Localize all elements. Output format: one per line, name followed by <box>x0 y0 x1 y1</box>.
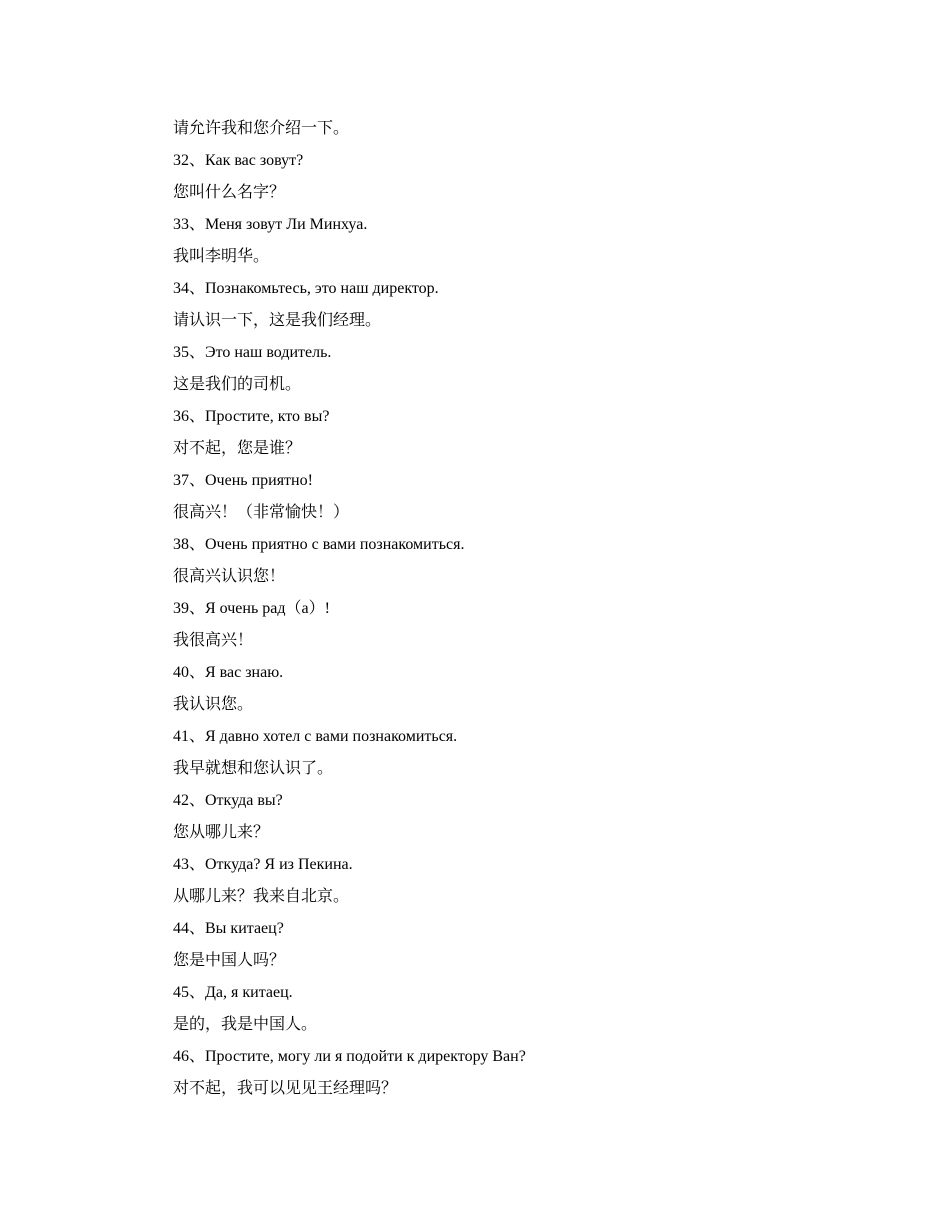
text-line: 45、Да, я китаец. <box>173 984 293 1001</box>
text-line: 对不起，您是谁？ <box>173 440 302 457</box>
text-line: 是的，我是中国人。 <box>173 1016 318 1033</box>
text-line: 43、Откуда? Я из Пекина. <box>173 856 353 873</box>
text-line: 我认识您。 <box>173 696 254 713</box>
text-line: 44、Вы китаец? <box>173 920 284 937</box>
text-line: 42、Откуда вы? <box>173 792 283 809</box>
text-line: 38、Очень приятно с вами познакомиться. <box>173 536 465 553</box>
text-line: 39、Я очень рад（а）! <box>173 600 330 617</box>
text-line: 46、Простите, могу ли я подойти к директору Ван? <box>173 1048 526 1065</box>
text-line: 从哪儿来？我来自北京。 <box>173 888 350 905</box>
text-line: 我很高兴！ <box>173 632 254 649</box>
text-line: 34、Познакомьтесь, это наш директор. <box>173 280 439 297</box>
text-line: 对不起，我可以见见王经理吗？ <box>173 1080 398 1097</box>
text-line: 您叫什么名字？ <box>173 184 286 201</box>
text-line: 这是我们的司机。 <box>173 376 302 393</box>
text-line: 很高兴！（非常愉快！） <box>173 504 350 521</box>
text-line: 35、Это наш водитель. <box>173 344 332 361</box>
text-line: 32、Как вас зовут? <box>173 152 304 169</box>
text-line: 很高兴认识您！ <box>173 568 286 585</box>
text-line: 我叫李明华。 <box>173 248 270 265</box>
text-line: 请允许我和您介绍一下。 <box>173 120 350 137</box>
document-body <box>173 113 873 1105</box>
text-line: 我早就想和您认识了。 <box>173 760 334 777</box>
text-line: 40、Я вас знаю. <box>173 664 284 681</box>
text-line: 您是中国人吗？ <box>173 952 286 969</box>
text-line: 33、Меня зовут Ли Минхуа. <box>173 216 368 233</box>
text-line: 41、Я давно хотел с вами познакомиться. <box>173 728 458 745</box>
text-line: 您从哪儿来？ <box>173 824 270 841</box>
text-line: 36、Простите, кто вы? <box>173 408 330 425</box>
text-line: 37、Очень приятно! <box>173 472 313 489</box>
text-line: 请认识一下，这是我们经理。 <box>173 312 382 329</box>
